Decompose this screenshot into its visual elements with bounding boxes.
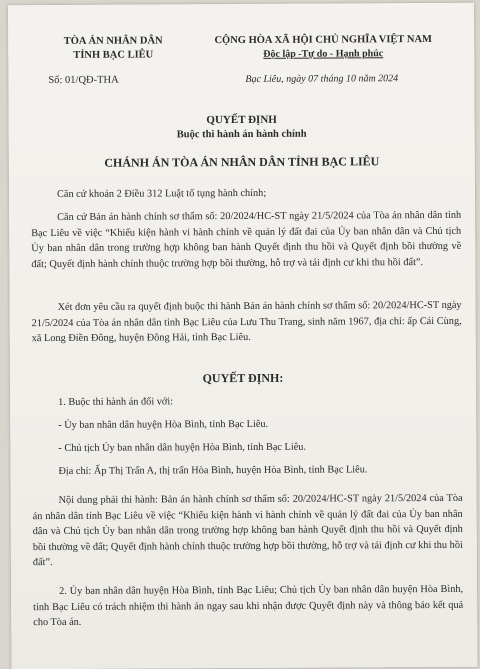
document-date: Bạc Liêu, ngày 07 tháng 10 năm 2024: [245, 73, 399, 85]
decision-address: Địa chỉ: Ấp Thị Trấn A, thị trấn Hòa Bình, huyện Hòa Bình, tỉnh Bạc Liêu.: [58, 464, 368, 477]
decision-heading: QUYẾT ĐỊNH:: [202, 370, 284, 386]
basis-paragraph-3: Xét đơn yêu cầu ra quyết định buộc thi hành Bản án hành chính sơ thẩm số: 20/2024/HC-ST ngày 21/5/2024 của Tòa án nhân dân tỉnh Bạc Liêu của Lưu Thu Trang, sinh năm 1967, địa chỉ: ấp Cái Cùng, xã Long Điền Đông, huyện Đông Hải, tỉnh Bạc Liêu.: [31, 299, 462, 345]
document-subtitle: Buộc thi hành án hành chính: [176, 128, 307, 141]
document-number: Số: 01/QĐ-THA: [48, 74, 119, 87]
decision-item-2: 2. Ủy ban nhân dân huyện Hòa Bình, tỉnh Bạc Liêu; Chủ tịch Ủy ban nhân dân huyện Hòa Bình, tỉnh Bạc Liêu có trách nhiệm thi hành án ngay sau khi nhận được Quyết định này và thông báo kết quả cho Tòa án.: [33, 583, 464, 629]
court-province: TỈNH BẠC LIÊU: [73, 49, 154, 61]
basis-paragraph-1: Căn cứ khoản 2 Điều 312 Luật tố tụng hành chính;: [56, 187, 267, 200]
nation-title: CỘNG HÒA XÃ HỘI CHỦ NGHĨA VIỆT NAM: [214, 34, 432, 47]
decision-target-1: - Ủy ban nhân dân huyện Hòa Bình, tỉnh Bạc Liêu.: [58, 418, 269, 431]
national-header: [188, 33, 458, 62]
decision-item-1: 1. Buộc thi hành án đối với:: [58, 396, 174, 408]
decision-content: Nội dung phải thi hành: Bản án hành chính sơ thẩm số: 20/2024/HC-ST ngày 21/5/2024 của Tòa án nhân dân tỉnh Bạc Liêu về việc “Khiếu kiện hành vi hành chính về quản lý đất đai của Ủy ban nhân dân và Chủ tịch Ủy ban nhân dân trong trường hợp không ban hành Quyết định thu hồi và Quyết định bồi thường về đất; Quyết định hành chính thuộc trường hợp bồi thường, hỗ trợ và tái định cư khi thu hồi đất”.: [32, 492, 463, 569]
document-page: [8, 3, 477, 669]
national-motto: Độc lập -Tự do - Hạnh phúc: [263, 48, 384, 60]
court-header: [38, 34, 188, 63]
court-name: TÒA ÁN NHÂN DÂN: [63, 35, 163, 47]
decision-target-2: - Chủ tịch Ủy ban nhân dân huyện Hòa Bình, tỉnh Bạc Liêu.: [58, 441, 307, 454]
basis-paragraph-2: Căn cứ Bản án hành chính sơ thẩm số: 20/2024/HC-ST ngày 21/5/2024 của Tòa án nhân dân tỉnh Bạc Liêu về việc “Khiếu kiện hành vi hành chính về quản lý đất đai của Ủy ban nhân dân và Chủ tịch Ủy ban nhân dân trong trường hợp không ban hành Quyết định thu hồi và Quyết định bồi thường về đất; Quyết định hành chính thuộc trường hợp bồi thường, hỗ trợ và tái định cư khi thu hồi đất”.: [31, 209, 462, 270]
document-title: QUYẾT ĐỊNH: [206, 113, 277, 127]
issuing-authority: CHÁNH ÁN TÒA ÁN NHÂN DÂN TỈNH BẠC LIÊU: [104, 154, 380, 170]
